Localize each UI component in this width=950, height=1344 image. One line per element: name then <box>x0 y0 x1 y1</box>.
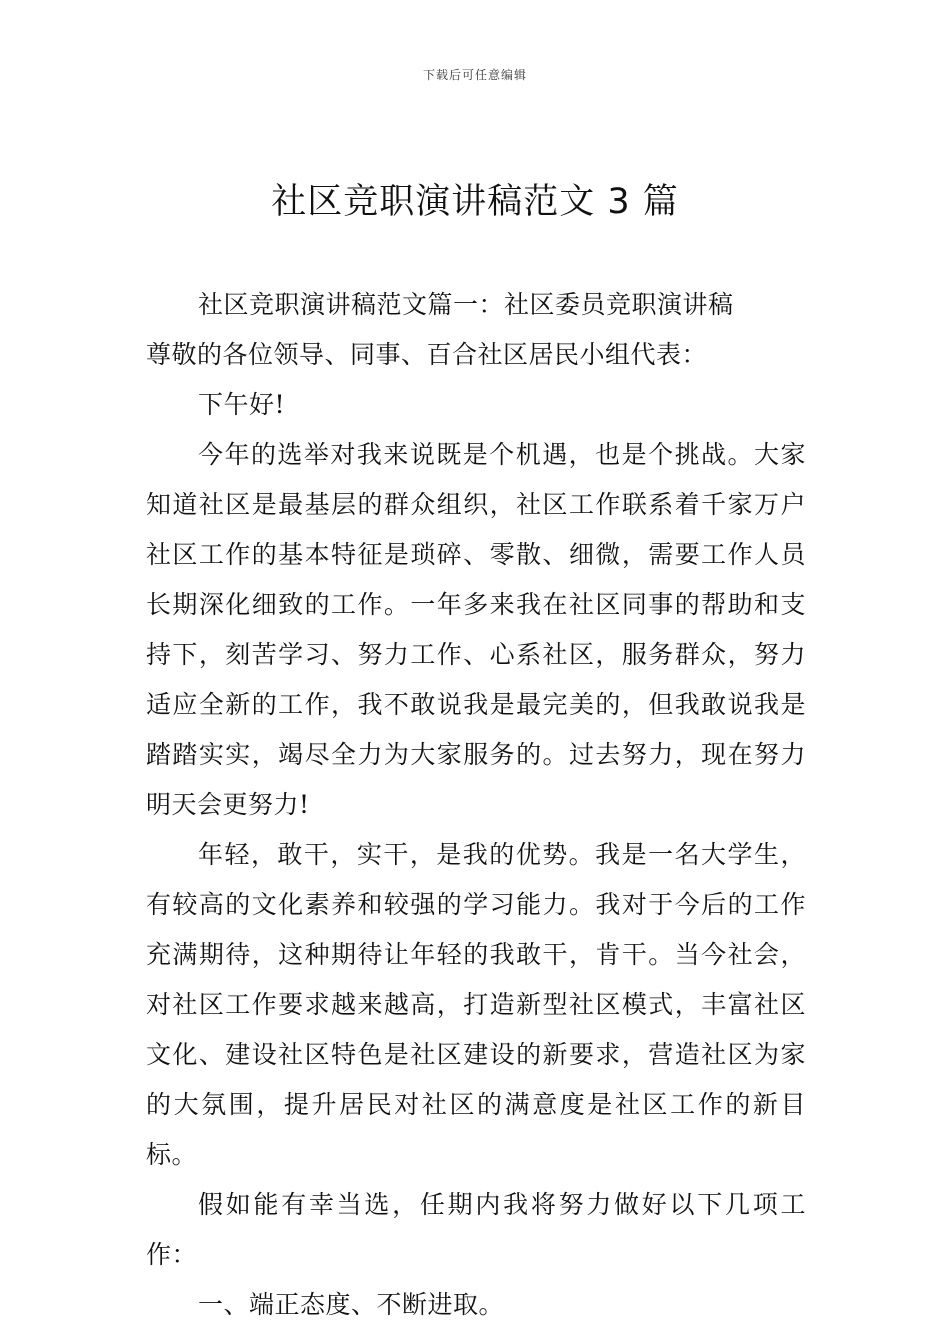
paragraph-subtitle: 社区竞职演讲稿范文篇一：社区委员竞职演讲稿 <box>198 290 734 319</box>
paragraph-body: 年轻，敢干，实干，是我的优势。我是一名大学生，有较高的文化素养和较强的学习能力。我对于今后的工作充满期待，这种期待让年轻的我敢干，肯干。当今社会，对社区工作要求越来越高，打造新型社区模式，丰富社区文化、建设社区特色是社区建设的新要求，营造社区为家的大氛围，提升居民对社区的满意度是社区工作的新目标。 <box>146 840 806 1169</box>
document-title: 社区竞职演讲稿范文 3 篇 <box>271 182 679 222</box>
page-header-note: 下载后可任意编辑 <box>422 68 527 82</box>
paragraph-body: 今年的选举对我来说既是个机遇，也是个挑战。大家知道社区是最基层的群众组织，社区工作联系着千家万户社区工作的基本特征是琐碎、零散、细微，需要工作人员长期深化细致的工作。一年多来我在社区同事的帮助和支持下，刻苦学习、努力工作、心系社区，服务群众，努力适应全新的工作，我不敢说我是最完美的，但我敢说我是踏踏实实，竭尽全力为大家服务的。过去努力，现在努力明天会更努力! <box>146 440 806 819</box>
paragraph-body: 假如能有幸当选，任期内我将努力做好以下几项工作： <box>146 1190 806 1269</box>
document-body <box>146 280 806 1330</box>
paragraph-list-item: 一、端正态度、不断进取。 <box>198 1290 505 1319</box>
paragraph-salutation: 尊敬的各位领导、同事、百合社区居民小组代表： <box>146 340 708 369</box>
paragraph-greeting: 下午好! <box>198 390 286 419</box>
